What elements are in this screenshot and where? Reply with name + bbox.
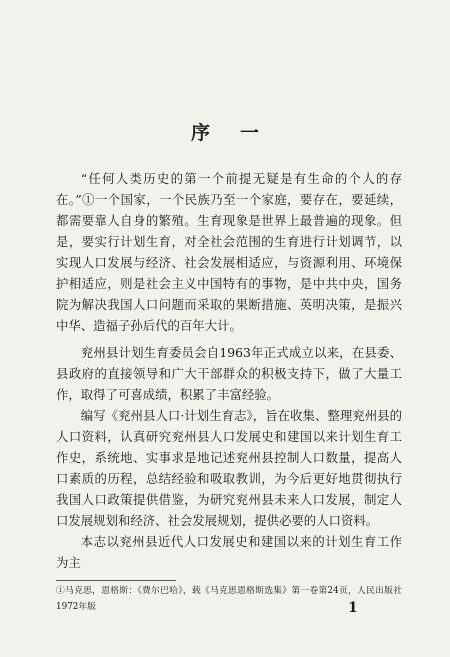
paragraph-3: 编写《兖州县人口·计划生育志》，旨在收集、整理兖州县的人口资料，认真研究兖州县人口发展史和建国以来计划生育工作史，系统地、实事求是地记述兖州县控制人口数量，提高人口素质的历程，总结经验和吸取教训，为今后更好地贯彻执行我国人口政策提供借鉴，为研究兖州县未来人口发展，制定人口发展规划和经济、社会发展规划，提供必要的人口资料。 [56,408,402,528]
footnote: ①马克思，恩格斯：《费尔巴哈》，载《马克思恩格斯选集》第一卷第24页，人民出版社1972年版 [56,586,402,612]
body-text [56,168,402,573]
page-number: 1 [348,600,358,616]
paragraph-2: 兖州县计划生育委员会自1963年正式成立以来，在县委、县政府的直接领导和广大干部群众的积极支持下，做了大量工作，取得了可喜成绩，积累了丰富经验。 [56,345,402,402]
page-title: 序一 [190,122,289,144]
footnote-divider [56,580,176,581]
paragraph-4: 本志以兖州县近代人口发展史和建国以来的计划生育工作为主 [56,534,402,570]
paragraph-1: “任何人类历史的第一个前提无疑是有生命的个人的存在。”①一个国家，一个民族乃至一个家庭，要存在，要延续，都需要靠人自身的繁殖。生育现象是世界上最普遍的现象。但是，要实行计划生育，对全社会范围的生育进行计划调节，以实现人口发展与经济、社会发展相适应，与资源利用、环境保护相适应，则是社会主义中国特有的事物，是中共中央，国务院为解决我国人口问题而采取的果断措施、英明决策，是振兴中华、造福子孙后代的百年大计。 [56,171,402,333]
